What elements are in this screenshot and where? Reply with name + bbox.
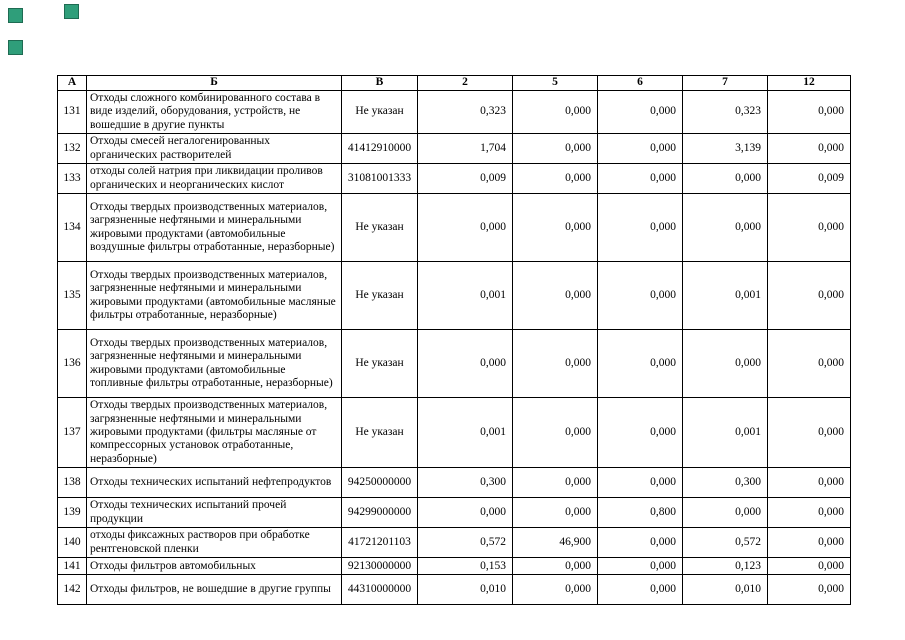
waste-name-cell: Отходы сложного комбинированного состава в виде изделий, оборудования, устройств, не вошедшие в другие пункты	[87, 91, 342, 134]
value-cell-2: 0,001	[418, 398, 513, 468]
value-cell-5: 0,000	[513, 498, 598, 528]
waste-code-cell: Не указан	[342, 330, 418, 398]
value-cell-5: 0,000	[513, 134, 598, 164]
value-cell-7: 0,323	[683, 91, 768, 134]
value-cell-12: 0,000	[768, 330, 851, 398]
row-number-cell: 137	[58, 398, 87, 468]
value-cell-12: 0,000	[768, 398, 851, 468]
waste-code-cell: Не указан	[342, 398, 418, 468]
value-cell-7: 0,572	[683, 528, 768, 558]
waste-code-cell: 94299000000	[342, 498, 418, 528]
green-marker-icon	[8, 8, 23, 23]
value-cell-5: 0,000	[513, 575, 598, 605]
value-cell-12: 0,000	[768, 528, 851, 558]
value-cell-6: 0,000	[598, 468, 683, 498]
waste-code-cell: 92130000000	[342, 558, 418, 575]
table-row	[58, 575, 851, 605]
value-cell-12: 0,000	[768, 91, 851, 134]
value-cell-5: 46,900	[513, 528, 598, 558]
waste-code-cell: 44310000000	[342, 575, 418, 605]
waste-name-cell: Отходы технических испытаний прочей продукции	[87, 498, 342, 528]
table-header-row	[58, 76, 851, 91]
value-cell-12: 0,000	[768, 194, 851, 262]
value-cell-12: 0,000	[768, 134, 851, 164]
value-cell-7: 0,010	[683, 575, 768, 605]
value-cell-6: 0,000	[598, 575, 683, 605]
value-cell-7: 3,139	[683, 134, 768, 164]
value-cell-7: 0,000	[683, 164, 768, 194]
waste-name-cell: Отходы смесей негалогенированных органических растворителей	[87, 134, 342, 164]
value-cell-2: 0,001	[418, 262, 513, 330]
waste-name-cell: отходы фиксажных растворов при обработке рентгеновской пленки	[87, 528, 342, 558]
value-cell-5: 0,000	[513, 558, 598, 575]
value-cell-2: 0,300	[418, 468, 513, 498]
column-header-a: А	[58, 76, 87, 91]
value-cell-5: 0,000	[513, 330, 598, 398]
value-cell-6: 0,000	[598, 164, 683, 194]
waste-name-cell: Отходы твердых производственных материалов, загрязненные нефтяными и минеральными жировыми продуктами (автомобильные топливные фильтры отработанные, неразборные)	[87, 330, 342, 398]
row-number-cell: 132	[58, 134, 87, 164]
row-number-cell: 138	[58, 468, 87, 498]
waste-table-container	[57, 75, 851, 605]
row-number-cell: 133	[58, 164, 87, 194]
value-cell-12: 0,000	[768, 468, 851, 498]
waste-code-cell: 31081001333	[342, 164, 418, 194]
value-cell-6: 0,000	[598, 262, 683, 330]
value-cell-2: 0,000	[418, 194, 513, 262]
value-cell-12: 0,009	[768, 164, 851, 194]
value-cell-5: 0,000	[513, 91, 598, 134]
value-cell-7: 0,001	[683, 262, 768, 330]
waste-name-cell: Отходы твердых производственных материалов, загрязненные нефтяными и минеральными жировыми продуктами (автомобильные воздушные фильтры отработанные, неразборные)	[87, 194, 342, 262]
value-cell-7: 0,001	[683, 398, 768, 468]
waste-code-cell: 94250000000	[342, 468, 418, 498]
value-cell-2: 0,000	[418, 330, 513, 398]
row-number-cell: 141	[58, 558, 87, 575]
table-row	[58, 398, 851, 468]
value-cell-7: 0,300	[683, 468, 768, 498]
waste-name-cell: Отходы твердых производственных материалов, загрязненные нефтяными и минеральными жировыми продуктами (фильтры масляные от компрессорных установок отработанные, неразборные)	[87, 398, 342, 468]
table-row	[58, 558, 851, 575]
table-row	[58, 498, 851, 528]
value-cell-2: 0,000	[418, 498, 513, 528]
value-cell-5: 0,000	[513, 262, 598, 330]
value-cell-6: 0,000	[598, 134, 683, 164]
table-row	[58, 262, 851, 330]
value-cell-2: 0,572	[418, 528, 513, 558]
table-row	[58, 134, 851, 164]
value-cell-12: 0,000	[768, 262, 851, 330]
green-marker-icon	[8, 40, 23, 55]
table-row	[58, 528, 851, 558]
value-cell-5: 0,000	[513, 164, 598, 194]
table-row	[58, 164, 851, 194]
value-cell-2: 0,009	[418, 164, 513, 194]
value-cell-2: 0,323	[418, 91, 513, 134]
waste-code-cell: Не указан	[342, 262, 418, 330]
table-row	[58, 330, 851, 398]
table-body	[58, 91, 851, 605]
row-number-cell: 142	[58, 575, 87, 605]
value-cell-7: 0,000	[683, 194, 768, 262]
row-number-cell: 140	[58, 528, 87, 558]
column-header-12: 12	[768, 76, 851, 91]
waste-table	[57, 75, 851, 605]
value-cell-5: 0,000	[513, 398, 598, 468]
value-cell-6: 0,800	[598, 498, 683, 528]
row-number-cell: 135	[58, 262, 87, 330]
value-cell-6: 0,000	[598, 398, 683, 468]
waste-name-cell: Отходы фильтров автомобильных	[87, 558, 342, 575]
value-cell-2: 1,704	[418, 134, 513, 164]
value-cell-6: 0,000	[598, 528, 683, 558]
value-cell-12: 0,000	[768, 575, 851, 605]
row-number-cell: 134	[58, 194, 87, 262]
value-cell-2: 0,153	[418, 558, 513, 575]
column-header-5: 5	[513, 76, 598, 91]
waste-name-cell: Отходы твердых производственных материалов, загрязненные нефтяными и минеральными жировыми продуктами (автомобильные масляные фильтры отработанные, неразборные)	[87, 262, 342, 330]
value-cell-7: 0,000	[683, 330, 768, 398]
waste-code-cell: Не указан	[342, 194, 418, 262]
value-cell-5: 0,000	[513, 194, 598, 262]
value-cell-7: 0,000	[683, 498, 768, 528]
value-cell-12: 0,000	[768, 498, 851, 528]
value-cell-7: 0,123	[683, 558, 768, 575]
column-header-6: 6	[598, 76, 683, 91]
waste-code-cell: 41721201103	[342, 528, 418, 558]
row-number-cell: 136	[58, 330, 87, 398]
row-number-cell: 131	[58, 91, 87, 134]
value-cell-6: 0,000	[598, 91, 683, 134]
value-cell-6: 0,000	[598, 558, 683, 575]
waste-name-cell: Отходы фильтров, не вошедшие в другие группы	[87, 575, 342, 605]
value-cell-5: 0,000	[513, 468, 598, 498]
value-cell-12: 0,000	[768, 558, 851, 575]
waste-code-cell: 41412910000	[342, 134, 418, 164]
column-header-2: 2	[418, 76, 513, 91]
green-marker-icon	[64, 4, 79, 19]
row-number-cell: 139	[58, 498, 87, 528]
table-row	[58, 91, 851, 134]
waste-name-cell: отходы солей натрия при ликвидации проливов органических и неорганических кислот	[87, 164, 342, 194]
table-row	[58, 468, 851, 498]
column-header-v: В	[342, 76, 418, 91]
value-cell-2: 0,010	[418, 575, 513, 605]
column-header-b: Б	[87, 76, 342, 91]
column-header-7: 7	[683, 76, 768, 91]
waste-name-cell: Отходы технических испытаний нефтепродуктов	[87, 468, 342, 498]
value-cell-6: 0,000	[598, 330, 683, 398]
value-cell-6: 0,000	[598, 194, 683, 262]
table-row	[58, 194, 851, 262]
waste-code-cell: Не указан	[342, 91, 418, 134]
